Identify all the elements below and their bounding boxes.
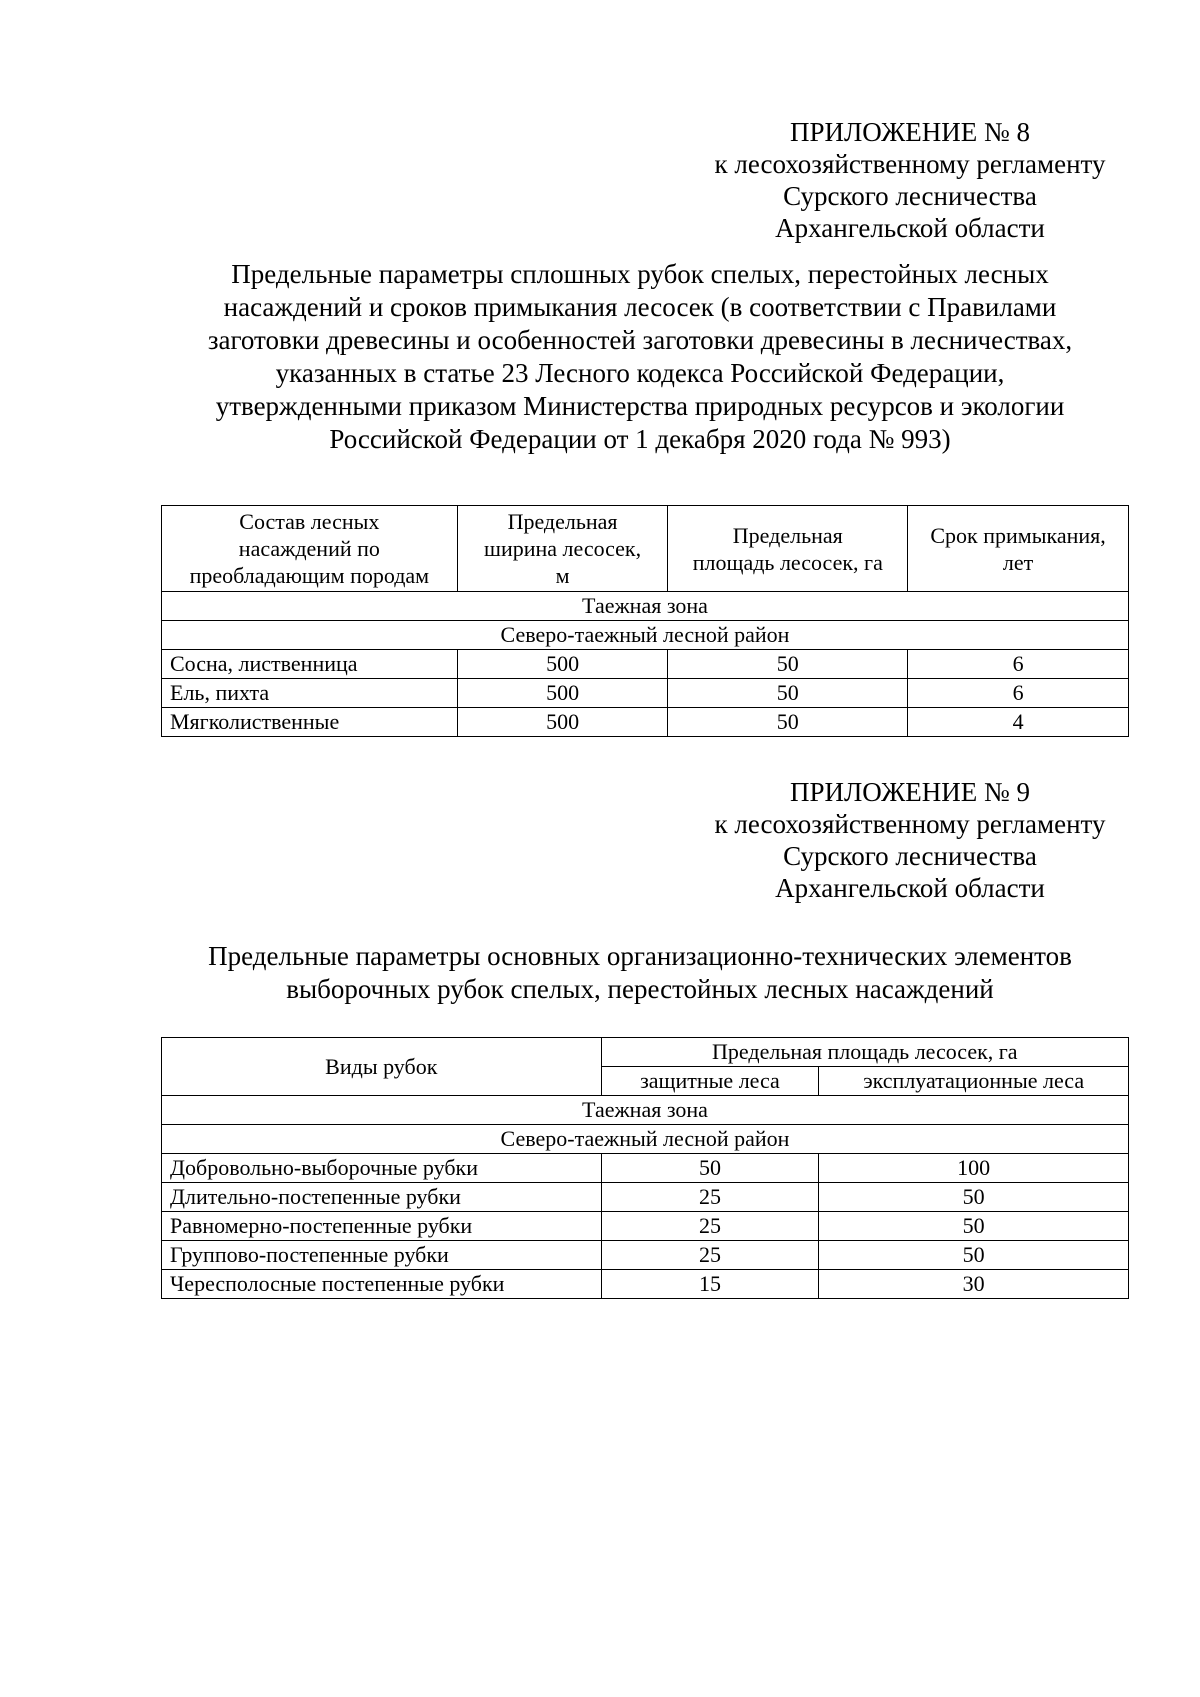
cutting-type-cell: Равномерно-постепенные рубки — [162, 1212, 602, 1241]
appendix-8-header — [680, 116, 1140, 244]
appendix-9-region: Архангельской области — [775, 873, 1045, 903]
table-row — [162, 1154, 1129, 1183]
term-cell: 6 — [908, 650, 1129, 679]
appendix-9-forestry: Сурского лесничества — [783, 841, 1037, 871]
title-line: Предельные параметры сплошных рубок спелых, перестойных лесных — [231, 259, 1049, 289]
region-cell: Северо-таежный лесной район — [162, 1125, 1129, 1154]
selective-cutting-table — [161, 1037, 1129, 1299]
appendix-8-region: Архангельской области — [775, 213, 1045, 243]
title-line: указанных в статье 23 Лесного кодекса Российской Федерации, — [275, 358, 1005, 388]
title-line: выборочных рубок спелых, перестойных лесных насаждений — [286, 974, 994, 1004]
title-line: Российской Федерации от 1 декабря 2020 года № 993) — [329, 424, 951, 454]
term-cell: 6 — [908, 679, 1129, 708]
exploitation-cell: 50 — [819, 1183, 1129, 1212]
header-max-width: Предельная ширина лесосек, м — [457, 506, 668, 592]
header-protective-forests: защитные леса — [601, 1067, 819, 1096]
zone-row — [162, 1096, 1129, 1125]
exploitation-cell: 50 — [819, 1241, 1129, 1270]
table-row — [162, 708, 1129, 737]
protective-cell: 25 — [601, 1212, 819, 1241]
species-cell: Ель, пихта — [162, 679, 458, 708]
exploitation-cell: 100 — [819, 1154, 1129, 1183]
zone-cell: Таежная зона — [162, 592, 1129, 621]
title-line: Предельные параметры основных организационно-технических элементов — [208, 941, 1072, 971]
area-cell: 50 — [668, 650, 908, 679]
region-row — [162, 621, 1129, 650]
table-header-row — [162, 506, 1129, 592]
table-row — [162, 679, 1129, 708]
species-cell: Мягколиственные — [162, 708, 458, 737]
area-cell: 50 — [668, 679, 908, 708]
appendix-9-reference: к лесохозяйственному регламенту — [714, 809, 1106, 839]
title-line: насаждений и сроков примыкания лесосек (в соответствии с Правилами — [223, 292, 1057, 322]
protective-cell: 25 — [601, 1241, 819, 1270]
zone-cell: Таежная зона — [162, 1096, 1129, 1125]
width-cell: 500 — [457, 679, 668, 708]
header-cutting-types: Виды рубок — [162, 1038, 602, 1096]
appendix-8-forestry: Сурского лесничества — [783, 181, 1037, 211]
appendix-9-header — [680, 776, 1140, 904]
term-cell: 4 — [908, 708, 1129, 737]
area-cell: 50 — [668, 708, 908, 737]
zone-row — [162, 592, 1129, 621]
species-cell: Сосна, лиственница — [162, 650, 458, 679]
cutting-type-cell: Группово-постепенные рубки — [162, 1241, 602, 1270]
table-header-row — [162, 1038, 1129, 1067]
region-cell: Северо-таежный лесной район — [162, 621, 1129, 650]
protective-cell: 50 — [601, 1154, 819, 1183]
cutting-type-cell: Чересполосные постепенные рубки — [162, 1270, 602, 1299]
appendix-8-reference: к лесохозяйственному регламенту — [714, 149, 1106, 179]
clearcut-parameters-table — [161, 505, 1129, 737]
table-row — [162, 1270, 1129, 1299]
protective-cell: 15 — [601, 1270, 819, 1299]
table-row — [162, 1212, 1129, 1241]
exploitation-cell: 50 — [819, 1212, 1129, 1241]
table-row — [162, 1241, 1129, 1270]
width-cell: 500 — [457, 708, 668, 737]
title-line: утвержденными приказом Министерства природных ресурсов и экологии — [215, 391, 1065, 421]
table-row — [162, 650, 1129, 679]
exploitation-cell: 30 — [819, 1270, 1129, 1299]
cutting-type-cell: Добровольно-выборочные рубки — [162, 1154, 602, 1183]
table-row — [162, 1183, 1129, 1212]
appendix-8-number: ПРИЛОЖЕНИЕ № 8 — [789, 117, 1031, 147]
header-exploitation-forests: эксплуатационные леса — [819, 1067, 1129, 1096]
header-max-area: Предельная площадь лесосек, га — [668, 506, 908, 592]
header-max-area-group: Предельная площадь лесосек, га — [601, 1038, 1128, 1067]
protective-cell: 25 — [601, 1183, 819, 1212]
header-adjacency-term: Срок примыкания, лет — [908, 506, 1129, 592]
cutting-type-cell: Длительно-постепенные рубки — [162, 1183, 602, 1212]
appendix-9-title — [150, 940, 1130, 1006]
region-row — [162, 1125, 1129, 1154]
header-species-composition: Состав лесных насаждений по преобладающим породам — [162, 506, 458, 592]
appendix-9-number: ПРИЛОЖЕНИЕ № 9 — [789, 777, 1031, 807]
width-cell: 500 — [457, 650, 668, 679]
title-line: заготовки древесины и особенностей заготовки древесины в лесничествах, — [207, 325, 1073, 355]
appendix-8-title — [150, 258, 1130, 456]
